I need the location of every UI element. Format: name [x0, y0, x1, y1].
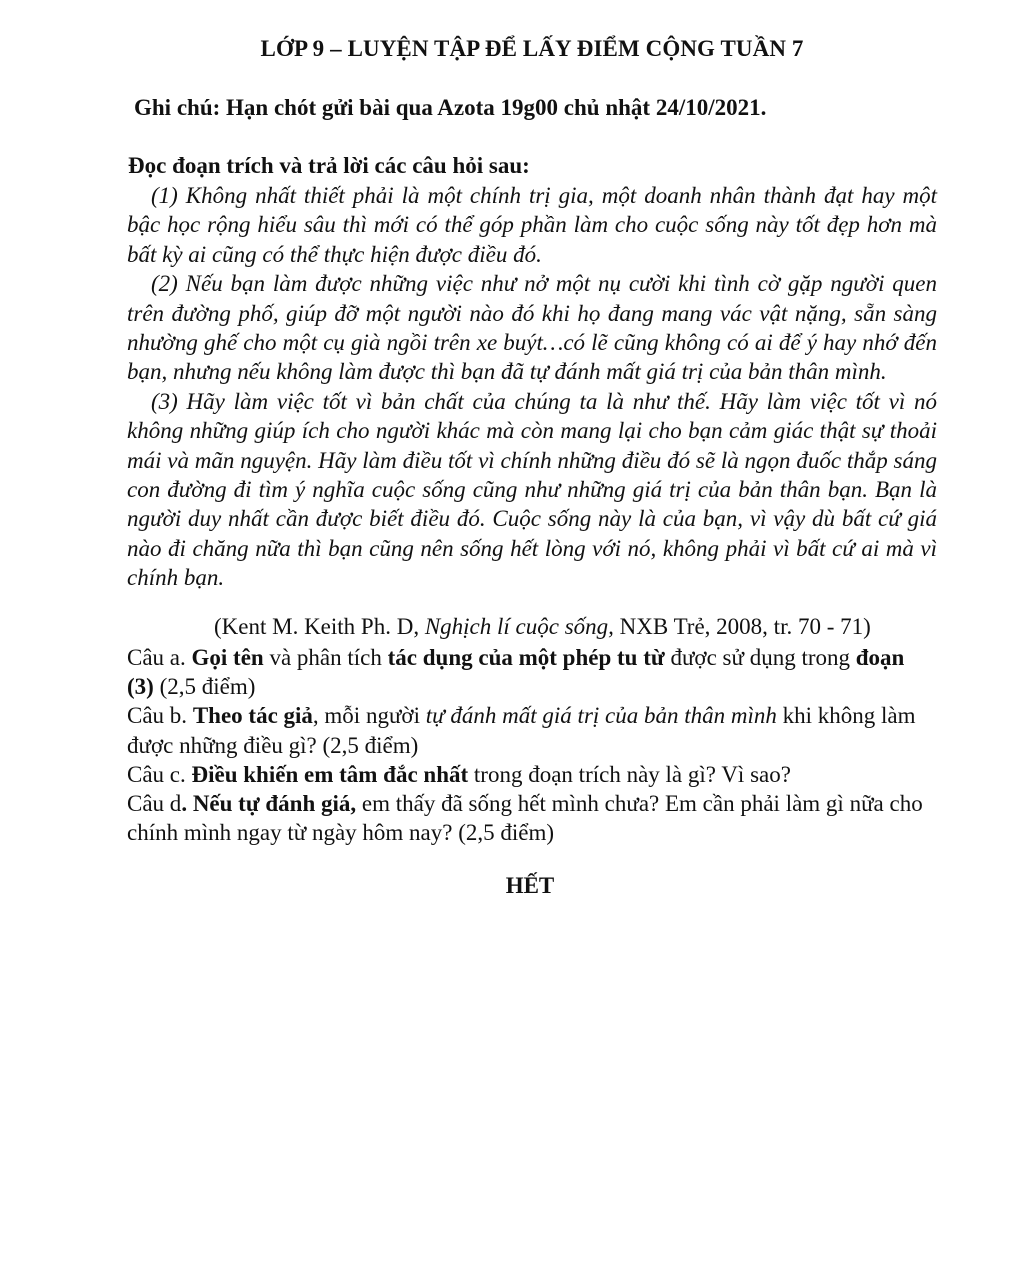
passage-paragraph-3: (3) Hãy làm việc tốt vì bản chất của chúng ta là như thế. Hãy làm việc tốt vì nó không những giúp ích cho người khác mà còn mang lại cho bạn cảm giác thật sự thoải mái và mãn nguyện. Hãy làm điều tốt vì chính những điều đó sẽ là ngọn đuốc thắp sáng con đường đi tìm ý nghĩa cuộc sống cũng như những giá trị của bản thân bạn. Bạn là người duy nhất cần được biết điều đó. Cuộc sống này là của bạn, vì vậy dù bất cứ giá nào đi chăng nữa thì bạn cũng nên sống hết lòng với nó, không phải vì bất cứ ai mà vì chính bạn. [127, 388, 937, 591]
passage-paragraph-2: (2) Nếu bạn làm được những việc như nở một nụ cười khi tình cờ gặp người quen trên đường phố, giúp đỡ một người nào đó khi họ đang mang vác vật nặng, sẵn sàng nhường ghế cho một cụ già ngồi trên xe buýt…có lẽ cũng không có ai để ý hay nhớ đến bạn, nhưng nếu không làm được thì bạn đã tự đánh mất giá trị của bản thân mình. [127, 271, 937, 385]
question-c [127, 760, 927, 789]
question-a-bold-2: tác dụng của một phép tu từ [387, 645, 665, 670]
question-b-text-1: , mỗi người [312, 703, 426, 729]
question-d-text-1: em thấy đã sống hết mình chưa? Em cần phải làm gì nữa cho chính mình ngay từ ngày hôm nay? (2,5 điểm) [127, 791, 923, 846]
end-marker: HẾT [505, 873, 555, 898]
question-b-label: Câu b. [127, 703, 193, 729]
reading-instruction: Đọc đoạn trích và trả lời các câu hỏi sau: [128, 153, 530, 178]
question-d-label: Câu d [127, 791, 182, 817]
question-b [127, 701, 927, 759]
question-c-text-1: trong đoạn trích này là gì? Vì sao? [468, 761, 791, 787]
question-a-text-1: và phân tích [263, 645, 388, 670]
question-b-bold-1: Theo tác giả [192, 703, 313, 729]
citation-book-title: Nghịch lí cuộc sống, [424, 614, 614, 639]
page-title: LỚP 9 – LUYỆN TẬP ĐỂ LẤY ĐIỂM CỘNG TUẦN 7 [260, 36, 804, 61]
question-a-text-3: (2,5 điểm) [153, 674, 256, 700]
deadline-note: Ghi chú: Hạn chót gửi bài qua Azota 19g00 chủ nhật 24/10/2021. [134, 95, 767, 120]
question-b-text-2: khi không làm được những điều gì? (2,5 điểm) [127, 703, 916, 758]
passage-paragraph-1: (1) Không nhất thiết phải là một chính trị gia, một doanh nhân thành đạt hay một bậc học rộng hiểu sâu thì mới có thể góp phần làm cho cuộc sống này tốt đẹp hơn mà bất kỳ ai cũng có thể thực hiện được điều đó. [127, 183, 937, 267]
question-a-bold-1: Gọi tên [191, 645, 264, 670]
question-c-bold-1: Điều khiến em tâm đắc nhất [191, 761, 469, 787]
question-d-bold-1: . Nếu tự đánh giá, [181, 791, 357, 817]
question-a [127, 643, 927, 701]
question-a-text-2: được sử dụng trong [664, 645, 856, 670]
question-list [127, 643, 927, 847]
question-a-label: Câu a. [127, 645, 192, 670]
question-b-italic-1: tự đánh mất giá trị của bản thân mình [425, 703, 777, 729]
citation-suffix: NXB Trẻ, 2008, tr. 70 - 71) [613, 614, 871, 639]
question-d [127, 789, 927, 847]
excerpt-passage [127, 181, 937, 593]
question-c-label: Câu c. [127, 761, 192, 787]
citation-prefix: (Kent M. Keith Ph. D, [214, 614, 425, 639]
question-a-bold-3: đoạn (3) [127, 645, 905, 700]
source-citation [214, 614, 936, 640]
